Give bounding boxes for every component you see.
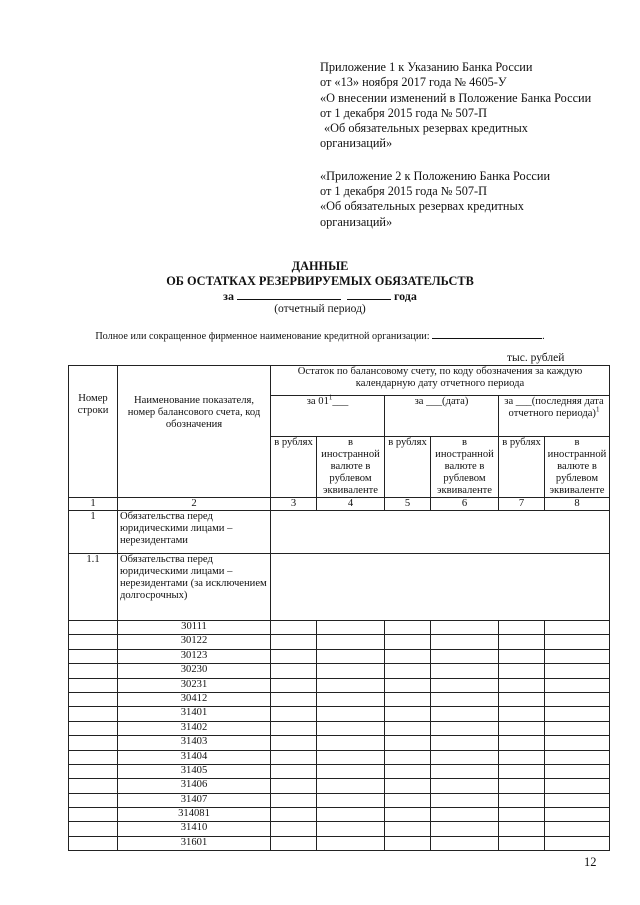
account-number: 31410 xyxy=(118,822,271,836)
value-cell[interactable] xyxy=(385,649,431,663)
date1-footnote: 1 xyxy=(328,393,333,402)
value-cell[interactable] xyxy=(431,635,499,649)
value-cell[interactable] xyxy=(385,836,431,850)
account-row xyxy=(69,764,610,778)
row-number xyxy=(69,635,118,649)
row-number xyxy=(69,649,118,663)
value-cell[interactable] xyxy=(317,750,385,764)
col-header-foreign: в иностранной валюте в рублевом эквиваленте xyxy=(431,437,499,498)
value-cell[interactable] xyxy=(385,692,431,706)
period-goda: года xyxy=(393,289,417,303)
row-number xyxy=(69,764,118,778)
value-cell[interactable] xyxy=(271,736,317,750)
col-header-indicator: Наименование показателя, номер балансового счета, код обозначения xyxy=(118,366,271,498)
account-number: 30111 xyxy=(118,621,271,635)
col-number: 6 xyxy=(431,498,499,511)
account-number: 30123 xyxy=(118,649,271,663)
value-cell[interactable] xyxy=(431,721,499,735)
value-cell[interactable] xyxy=(431,808,499,822)
account-number: 30122 xyxy=(118,635,271,649)
account-number: 31405 xyxy=(118,764,271,778)
value-cell[interactable] xyxy=(545,721,610,735)
value-cell[interactable] xyxy=(271,750,317,764)
col-header-date2: за ___(дата) xyxy=(385,396,499,437)
value-cell[interactable] xyxy=(431,750,499,764)
value-cell[interactable] xyxy=(385,621,431,635)
account-number: 30231 xyxy=(118,678,271,692)
account-row xyxy=(69,808,610,822)
org-name-line xyxy=(0,329,640,342)
value-cell[interactable] xyxy=(545,635,610,649)
account-number: 31402 xyxy=(118,721,271,735)
value-cell[interactable] xyxy=(317,808,385,822)
value-cell[interactable] xyxy=(385,721,431,735)
year-blank[interactable] xyxy=(347,289,391,300)
report-table xyxy=(68,365,610,851)
col-number: 3 xyxy=(271,498,317,511)
period-note: (отчетный период) xyxy=(274,303,366,315)
row-number xyxy=(69,793,118,807)
header-block xyxy=(320,60,620,230)
value-cell[interactable] xyxy=(271,764,317,778)
value-cell[interactable] xyxy=(499,750,545,764)
value-cell[interactable] xyxy=(317,721,385,735)
account-number: 31407 xyxy=(118,793,271,807)
value-cell[interactable] xyxy=(499,793,545,807)
value-cell[interactable] xyxy=(317,692,385,706)
col-header-row-number: Номер строки xyxy=(69,366,118,498)
value-cell[interactable] xyxy=(385,764,431,778)
value-cell[interactable] xyxy=(271,635,317,649)
org-name-end: . xyxy=(542,331,545,342)
value-cell[interactable] xyxy=(499,721,545,735)
value-cell[interactable] xyxy=(385,736,431,750)
account-number: 314081 xyxy=(118,808,271,822)
account-number: 31601 xyxy=(118,836,271,850)
account-row xyxy=(69,736,610,750)
value-cell[interactable] xyxy=(271,779,317,793)
account-number: 30230 xyxy=(118,664,271,678)
header-line: от 1 декабря 2015 года № 507-П xyxy=(320,184,487,199)
value-cell[interactable] xyxy=(385,822,431,836)
header-line: организаций» xyxy=(320,214,393,229)
value-cell[interactable] xyxy=(545,808,610,822)
value-cell[interactable] xyxy=(545,692,610,706)
unit-label: тыс. рублей xyxy=(507,352,565,364)
header-line: «Приложение 2 к Положению Банка России xyxy=(320,168,551,183)
value-cell[interactable] xyxy=(271,707,317,721)
row-number xyxy=(69,692,118,706)
value-cell[interactable] xyxy=(385,707,431,721)
row-number xyxy=(69,836,118,850)
value-cell[interactable] xyxy=(271,692,317,706)
value-cell[interactable] xyxy=(317,764,385,778)
account-number: 31401 xyxy=(118,707,271,721)
row-number xyxy=(69,664,118,678)
row-number xyxy=(69,750,118,764)
value-cell[interactable] xyxy=(271,836,317,850)
value-cell[interactable] xyxy=(545,764,610,778)
row-number: 1.1 xyxy=(69,554,118,621)
header-line: «Об обязательных резервах кредитных xyxy=(324,121,528,136)
row-number xyxy=(69,678,118,692)
account-number: 31406 xyxy=(118,779,271,793)
value-cell[interactable] xyxy=(499,764,545,778)
col-header-date1 xyxy=(271,393,385,437)
col-header-rub: в рублях xyxy=(499,437,545,498)
account-row xyxy=(69,836,610,850)
col-header-rub: в рублях xyxy=(271,437,317,498)
value-cell[interactable] xyxy=(545,822,610,836)
row-name: Обязательства перед юридическими лицами – нерезидентами xyxy=(118,511,271,554)
row-number xyxy=(69,621,118,635)
period-blank[interactable] xyxy=(237,289,341,300)
value-cell[interactable] xyxy=(545,736,610,750)
value-cell[interactable] xyxy=(317,822,385,836)
value-cell[interactable] xyxy=(431,621,499,635)
row-values-merged xyxy=(271,511,610,554)
account-row xyxy=(69,707,610,721)
row-number xyxy=(69,707,118,721)
account-row xyxy=(69,678,610,692)
value-cell[interactable] xyxy=(545,750,610,764)
value-cell[interactable] xyxy=(317,649,385,663)
value-cell[interactable] xyxy=(545,664,610,678)
value-cell[interactable] xyxy=(431,678,499,692)
account-row xyxy=(69,635,610,649)
value-cell[interactable] xyxy=(431,822,499,836)
value-cell[interactable] xyxy=(385,664,431,678)
col-header-foreign: в иностранной валюте в рублевом эквиваленте xyxy=(317,437,385,498)
period-za: за xyxy=(223,289,234,303)
header-line: от 1 декабря 2015 года № 507-П xyxy=(320,105,487,120)
row-number xyxy=(69,721,118,735)
row-values-merged xyxy=(271,554,610,621)
date1-tail: ___ xyxy=(332,396,349,407)
col-header-balance-group: Остаток по балансовому счету, по коду обозначения за каждую календарную дату отчетного периода xyxy=(271,366,610,396)
row-number xyxy=(69,822,118,836)
col-number: 4 xyxy=(317,498,385,511)
col-number: 8 xyxy=(545,498,610,511)
account-number: 30412 xyxy=(118,692,271,706)
value-cell[interactable] xyxy=(431,692,499,706)
account-row xyxy=(69,692,610,706)
account-row xyxy=(69,721,610,735)
value-cell[interactable] xyxy=(385,750,431,764)
value-cell[interactable] xyxy=(317,664,385,678)
row-number xyxy=(69,779,118,793)
account-rows xyxy=(69,621,610,851)
value-cell[interactable] xyxy=(545,779,610,793)
row-name: Обязательства перед юридическими лицами – нерезидентами (за исключением долгосрочных) xyxy=(118,554,271,621)
date3-footnote: 1 xyxy=(595,405,600,414)
col-header-date3 xyxy=(499,396,610,437)
value-cell[interactable] xyxy=(499,692,545,706)
col-number: 7 xyxy=(499,498,545,511)
account-row xyxy=(69,779,610,793)
value-cell[interactable] xyxy=(317,836,385,850)
value-cell[interactable] xyxy=(499,822,545,836)
value-cell[interactable] xyxy=(317,621,385,635)
value-cell[interactable] xyxy=(271,793,317,807)
value-cell[interactable] xyxy=(499,678,545,692)
account-number: 31404 xyxy=(118,750,271,764)
value-cell[interactable] xyxy=(545,793,610,807)
doc-subtitle: ОБ ОСТАТКАХ РЕЗЕРВИРУЕМЫХ ОБЯЗАТЕЛЬСТВ xyxy=(166,274,474,288)
value-cell[interactable] xyxy=(385,793,431,807)
value-cell[interactable] xyxy=(431,707,499,721)
value-cell[interactable] xyxy=(385,779,431,793)
col-header-foreign: в иностранной валюте в рублевом эквиваленте xyxy=(545,437,610,498)
account-row xyxy=(69,621,610,635)
value-cell[interactable] xyxy=(499,649,545,663)
account-row xyxy=(69,664,610,678)
value-cell[interactable] xyxy=(431,664,499,678)
value-cell[interactable] xyxy=(545,836,610,850)
value-cell[interactable] xyxy=(385,678,431,692)
account-row xyxy=(69,750,610,764)
org-name-blank[interactable] xyxy=(432,329,542,339)
value-cell[interactable] xyxy=(271,808,317,822)
date1-label: за 01 xyxy=(306,396,329,407)
value-cell[interactable] xyxy=(317,707,385,721)
value-cell[interactable] xyxy=(385,808,431,822)
value-cell[interactable] xyxy=(431,649,499,663)
header-line: «О внесении изменений в Положение Банка России xyxy=(320,90,592,105)
col-number: 5 xyxy=(385,498,431,511)
value-cell[interactable] xyxy=(545,649,610,663)
col-number: 2 xyxy=(118,498,271,511)
header-line: «Об обязательных резервах кредитных xyxy=(320,199,524,214)
col-number: 1 xyxy=(69,498,118,511)
page-number: 12 xyxy=(584,855,597,869)
value-cell[interactable] xyxy=(317,678,385,692)
value-cell[interactable] xyxy=(317,779,385,793)
value-cell[interactable] xyxy=(431,836,499,850)
col-header-rub: в рублях xyxy=(385,437,431,498)
row-number xyxy=(69,808,118,822)
account-number: 31403 xyxy=(118,736,271,750)
value-cell[interactable] xyxy=(545,707,610,721)
header-line: от «13» ноября 2017 года № 4605-У xyxy=(320,75,507,90)
row-number xyxy=(69,736,118,750)
value-cell[interactable] xyxy=(499,779,545,793)
period-line xyxy=(0,289,640,304)
value-cell[interactable] xyxy=(499,836,545,850)
value-cell[interactable] xyxy=(271,621,317,635)
value-cell[interactable] xyxy=(317,736,385,750)
value-cell[interactable] xyxy=(317,635,385,649)
account-row xyxy=(69,822,610,836)
value-cell[interactable] xyxy=(545,678,610,692)
org-name-label: Полное или сокращенное фирменное наименование кредитной организации: xyxy=(95,331,430,342)
value-cell[interactable] xyxy=(545,621,610,635)
value-cell[interactable] xyxy=(271,649,317,663)
value-cell[interactable] xyxy=(499,621,545,635)
value-cell[interactable] xyxy=(385,635,431,649)
value-cell[interactable] xyxy=(499,635,545,649)
account-row xyxy=(69,793,610,807)
value-cell[interactable] xyxy=(271,822,317,836)
value-cell[interactable] xyxy=(499,664,545,678)
value-cell[interactable] xyxy=(271,678,317,692)
value-cell[interactable] xyxy=(431,793,499,807)
date3-label: за ___(последняя дата отчетного периода) xyxy=(504,396,604,419)
value-cell[interactable] xyxy=(431,779,499,793)
value-cell[interactable] xyxy=(271,721,317,735)
value-cell[interactable] xyxy=(431,736,499,750)
value-cell[interactable] xyxy=(317,793,385,807)
value-cell[interactable] xyxy=(431,764,499,778)
value-cell[interactable] xyxy=(499,736,545,750)
value-cell[interactable] xyxy=(499,707,545,721)
value-cell[interactable] xyxy=(499,808,545,822)
value-cell[interactable] xyxy=(271,664,317,678)
row-number: 1 xyxy=(69,511,118,554)
header-line: Приложение 1 к Указанию Банка России xyxy=(320,60,533,74)
account-row xyxy=(69,649,610,663)
doc-title: ДАННЫЕ xyxy=(291,259,349,273)
header-line: организаций» xyxy=(320,136,393,151)
